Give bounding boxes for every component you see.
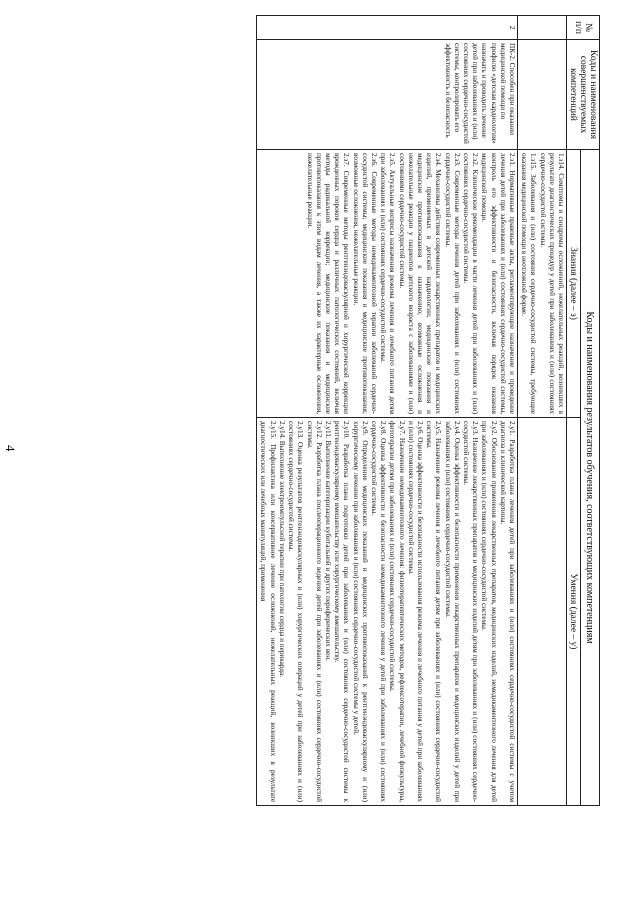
skill-item: 2.у3. Назначение лекарственных препаратов и медицинских изделий детям при заболеваниях и (или) состояниях сердечно-сосудистой системы.: [461, 421, 480, 803]
skill-item: 2.у7. Назначение немедикаментозного лечения: физиотерапевтических методов, рефлексотерапии, лечебной физкультуры, фитотерапии детям при заболеваниях и (или) состояниях сердечно-сосудистой системы.: [388, 421, 406, 803]
rotated-page: [40, 15, 600, 805]
knowledge-item: 2.з2. Клинические рекомендации в части лечения детей при заболеваниях и (или) состояниях сердечно-сосудистой системы.: [461, 153, 480, 414]
skill-item: 2.у11. Выполнение катетеризации кубитальной и других периферических вен.: [323, 421, 332, 661]
knowledge-item: 2.з1. Нормативные правовые акты, регламентирующие назначение и проведение лечения детей при заболеваниях и (или) состояниях сердечно-сосудистой системы, контроль его эффективности и безопасности, включая порядок оказания медицинской помощи.: [480, 153, 516, 414]
skill-item: 2.у1. Разработка плана лечения детей при заболеваниях и (или) состояниях сердечно-сосудистой системы с учетом диагноза и клинической картины.: [498, 421, 516, 803]
row-number: 2: [257, 16, 518, 40]
header-results: Коды и наименования результатов обучения, соответствующих компетенциям: [580, 150, 599, 806]
header-number: № п/п: [567, 16, 600, 40]
knowledge-cell: [257, 150, 518, 418]
page-number: 4: [3, 445, 18, 452]
header-knowledge: Знания (далее – з): [567, 150, 581, 418]
skill-item: 2.у13. Оценка результатов рентгенэндоваскулярных и (или) хирургических операций у детей при заболеваниях и (или) состояниях сердечно-сосудистой системы.: [287, 421, 305, 803]
knowledge-item: 1.з14. Симптомы и синдромы осложнений, нежелательных реакций, возникших в результате диагностических процедур у детей при заболеваниях и (или) состояниях сердечно-сосудистой системы.: [538, 153, 565, 414]
skill-item: 2.у5. Назначение режима лечения и лечебного питания детям при заболеваниях и (или) состояниях сердечно-сосудистой системы.: [425, 421, 443, 803]
knowledge-item: 1.з15. Заболевания и (или) состояния сердечно-сосудистой системы, требующие оказания медицинской помощи в неотложной форме.: [520, 153, 538, 414]
header-competence: Коды и наименования совершенствуемых компетенций: [567, 40, 600, 150]
skill-item: 2.у2. Обоснование применения лекарственных препаратов, медицинских изделий, немедикаментозного лечения для детей при заболеваниях и (или) состояниях сердечно-сосудистой системы.: [480, 421, 498, 803]
cell-empty: [517, 418, 566, 806]
skill-item: 2.у9. Определение медицинских показаний и медицинских противопоказаний к рентгенэндоваскулярному и (или) хирургическому лечению при заболеваниях и (или) состояниях сердечно-сосудистой системы у детей.: [351, 421, 369, 803]
knowledge-item: 2.з6. Современные методы немедикаментозной терапии заболеваний сердечно-сосудистой системы; медицинские показания и медицинские противопоказания; возможные осложнения, нежелательные реакции.: [351, 153, 378, 414]
skill-item: 2.у14. Выполнение электроимпульсной терапии при патологии сердца и перикарда.: [277, 421, 286, 677]
competence-table: [256, 15, 600, 806]
knowledge-item: 2.з7. Современные методы рентгенэндоваскулярной и хирургической коррекции врожденных пороков сердца и различных патологических состояний, включая методы радикальной коррекции; медицинские показания и медицинские противопоказания к этим видам лечения, а также их характерные осложнения, нежелательные реакции.: [305, 153, 351, 414]
skill-item: 2.у8. Оценка эффективности и безопасности немедикаментозного лечения у детей при заболеваниях и (или) состояниях сердечно-сосудистой системы.: [369, 421, 388, 803]
knowledge-item: 2.з5. Актуальные вопросы назначения режима лечения и лечебного питания детям при заболеваниях и (или) состояниях сердечно-сосудистой системы.: [379, 153, 397, 414]
knowledge-item: 2.з3. Современные методы лечения детей при заболеваниях и (или) состояниях сердечно-сосудистой системы.: [443, 153, 461, 414]
table-row-continuation: [517, 16, 566, 806]
cell-knowledge-prev: [517, 150, 566, 418]
skill-item: 2.у4. Оценка эффективности и безопасности применения лекарственных препаратов и медицинских изделий у детей при заболеваниях и (или) состояниях сердечно-сосудистой системы.: [443, 421, 461, 803]
knowledge-item: 2.з4. Механизмы действия современных лекарственных препаратов и медицинских изделий, применяемых в детской кардиологии; медицинские показания и медицинские противопоказания к назначению; возможные осложнения и нежелательные реакции у пациентов детского возраста с заболеваниями и (или) состояниями сердечно-сосудистой системы.: [397, 153, 443, 414]
table-row: [257, 16, 518, 806]
cell-empty: [517, 16, 566, 40]
skill-item: 2.у10. Разработка плана подготовки детей при заболеваниях и (или) состояниях сердечно-сосудистой системы к рентгенэндоваскулярному вмешательству или хирургическому вмешательству.: [333, 421, 351, 803]
skills-cell: [257, 418, 518, 806]
competence-cell: ПК-2. Способен при оказании медицинской помощи по профилю «детская кардиология» назначать и проводить лечение детей при заболеваниях и (или) состояниях сердечно-сосудистой системы, контролировать его эффективность и безопасность: [257, 40, 518, 150]
cell-empty: [517, 40, 566, 150]
header-skills: Умения (далее – у): [567, 418, 581, 806]
skill-item: 2.у6. Оценка эффективности и безопасности использования режима лечения и лечебного питания у детей при заболеваниях и (или) состояниях сердечно-сосудистой системы.: [406, 421, 424, 803]
skill-item: 2.у15. Профилактика или консервативное лечение осложнений, нежелательных реакций, возникших в результате диагностических или лечебных манипуляций, применения: [259, 421, 277, 803]
skill-item: 2.у12. Разработка плана послеоперационного ведения детей при заболеваниях и (или) состояниях сердечно-сосудистой системы.: [305, 421, 323, 803]
